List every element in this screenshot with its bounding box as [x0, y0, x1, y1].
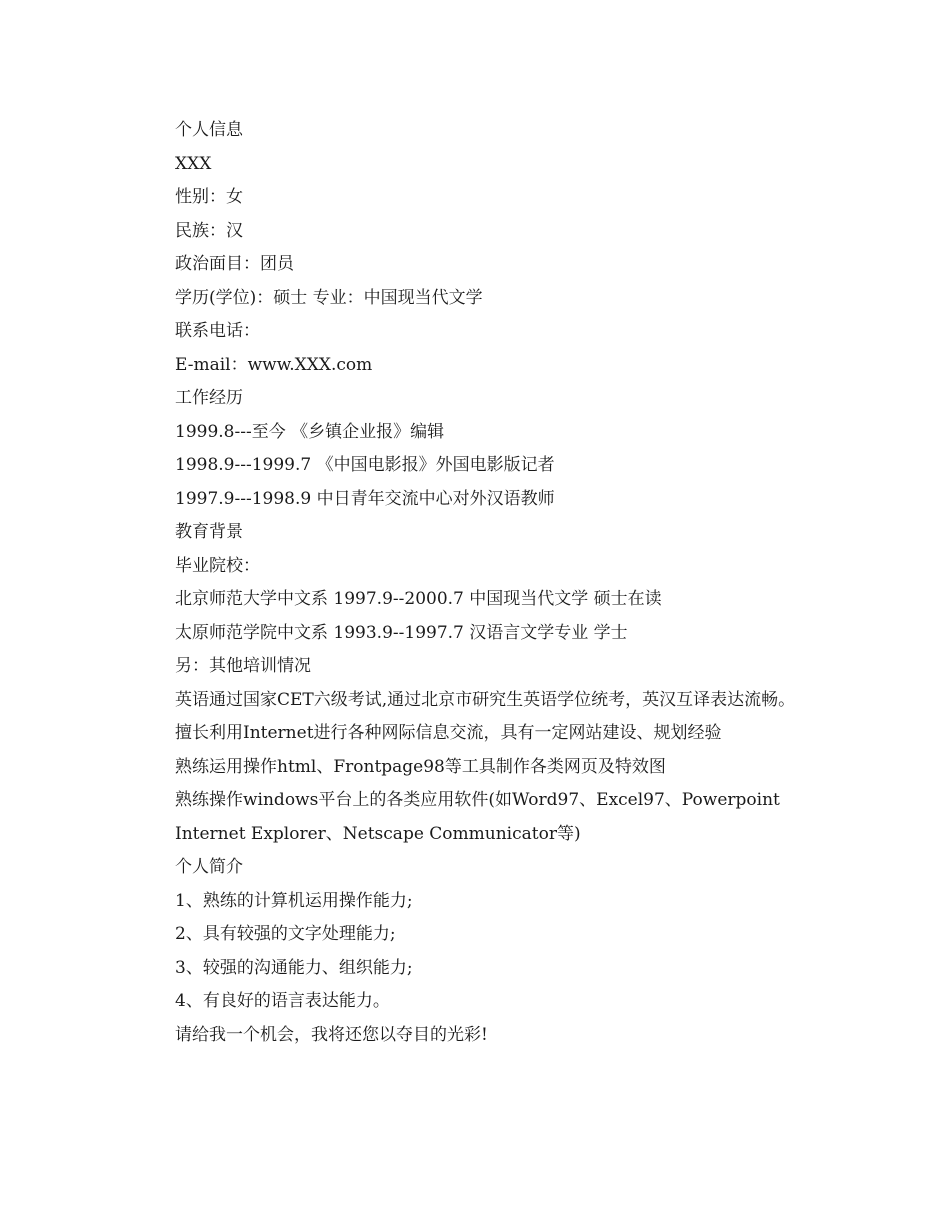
work-entry: 1999.8---至今 《乡镇企业报》编辑 — [175, 421, 445, 442]
work-entry: 1997.9---1998.9 中日青年交流中心对外汉语教师 — [175, 488, 555, 509]
profile-item: 2、具有较强的文字处理能力; — [175, 924, 396, 944]
name-line: XXX — [175, 153, 212, 174]
section-heading-education: 教育背景 — [175, 522, 243, 542]
training-heading: 另：其他培训情况 — [175, 656, 311, 676]
ethnicity-line: 民族：汉 — [175, 220, 243, 241]
political-status-line: 政治面目：团员 — [175, 254, 294, 274]
section-heading-profile: 个人简介 — [175, 857, 243, 877]
profile-item: 4、有良好的语言表达能力。 — [175, 991, 390, 1011]
skill-line: 擅长利用Internet进行各种网际信息交流，具有一定网站建设、规划经验 — [175, 723, 722, 743]
degree-major-line: 学历(学位)：硕士 专业：中国现当代文学 — [175, 287, 483, 308]
profile-item: 1、熟练的计算机运用操作能力; — [175, 890, 413, 911]
education-entry: 北京师范大学中文系 1997.9--2000.7 中国现当代文学 硕士在读 — [175, 589, 662, 609]
section-heading-personal-info: 个人信息 — [175, 120, 243, 140]
skill-line-continued: Internet Explorer、Netscape Communicator等) — [175, 823, 581, 844]
skill-line: 熟练操作windows平台上的各类应用软件(如Word97、Excel97、Powerpoint — [175, 790, 780, 810]
work-entry: 1998.9---1999.7 《中国电影报》外国电影版记者 — [175, 455, 555, 475]
education-entry: 太原师范学院中文系 1993.9--1997.7 汉语言文学专业 学士 — [175, 622, 628, 643]
section-heading-work-experience: 工作经历 — [175, 388, 243, 408]
profile-item: 3、较强的沟通能力、组织能力; — [175, 957, 413, 978]
cet-paragraph: 英语通过国家CET六级考试,通过北京市研究生英语学位统考，英汉互译表达流畅。 — [175, 689, 796, 710]
resume-text — [140, 114, 820, 1052]
skill-line: 熟练运用操作html、Frontpage98等工具制作各类网页及特效图 — [175, 756, 666, 777]
closing-line: 请给我一个机会，我将还您以夺目的光彩! — [175, 1024, 488, 1045]
phone-line: 联系电话： — [175, 321, 260, 341]
school-label: 毕业院校： — [175, 555, 260, 576]
email-line: E-mail：www.XXX.com — [175, 354, 373, 375]
gender-line: 性别：女 — [175, 187, 243, 207]
